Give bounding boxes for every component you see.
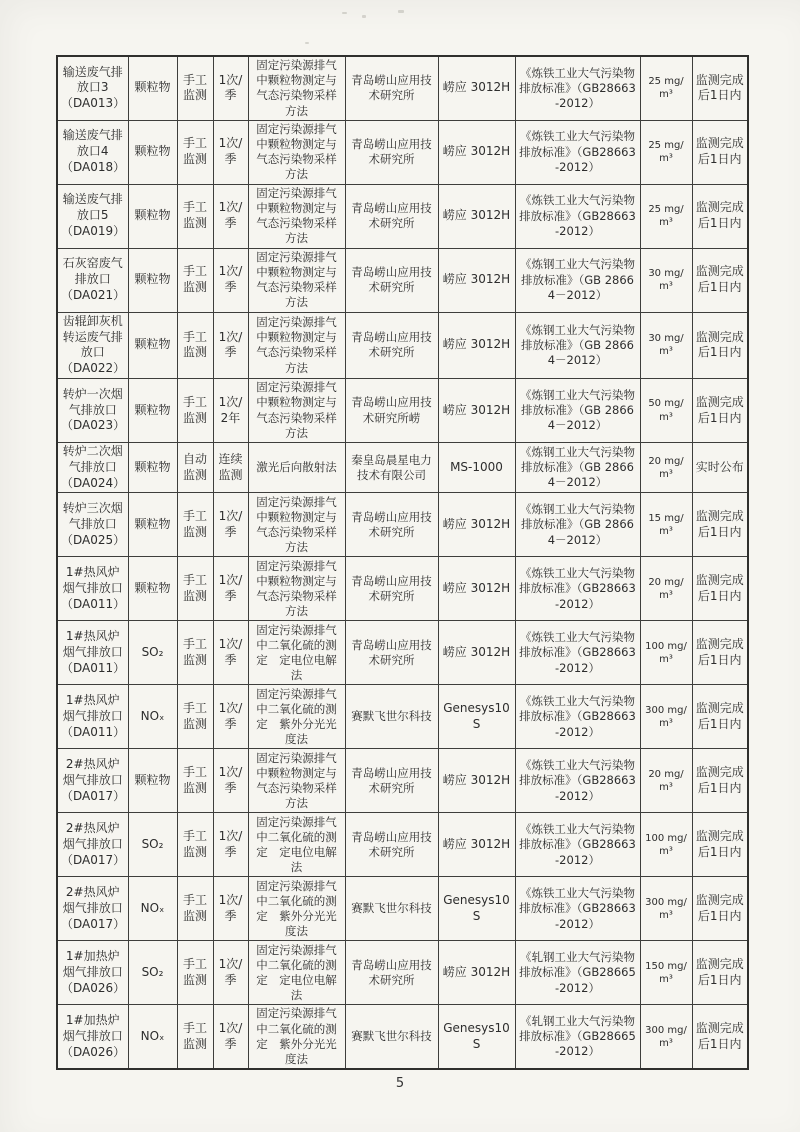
cell-instrument: 崂应 3012H — [438, 379, 515, 443]
cell-pollutant: 颗粒物 — [128, 248, 177, 312]
cell-publication: 实时公布 — [692, 443, 748, 493]
cell-frequency: 1次/2年 — [213, 379, 248, 443]
cell-frequency: 1次/季 — [213, 184, 248, 248]
page-number: 5 — [395, 1076, 405, 1091]
cell-limit: 150 mg/m³ — [640, 941, 692, 1005]
cell-frequency: 1次/季 — [213, 248, 248, 312]
cell-outlet — [57, 941, 128, 1005]
cell-outlet — [57, 248, 128, 312]
cell-monitoring-type: 手工监测 — [177, 184, 213, 248]
cell-publication: 监测完成后1日内 — [692, 621, 748, 685]
outlet-code: （DA021） — [61, 288, 126, 303]
table-row — [57, 813, 748, 877]
outlet-name: 2#热风炉烟气排放口 — [62, 885, 123, 916]
cell-pollutant: NOₓ — [128, 1005, 177, 1069]
cell-method: 固定污染源排气中颗粒物测定与气态污染物采样方法 — [248, 312, 345, 378]
cell-publication: 监测完成后1日内 — [692, 56, 748, 120]
cell-pollutant: SO₂ — [128, 621, 177, 685]
cell-pollutant: NOₓ — [128, 877, 177, 941]
cell-publication: 监测完成后1日内 — [692, 941, 748, 1005]
cell-standard: 《炼铁工业大气污染物排放标准》（GB28663-2012） — [515, 877, 640, 941]
cell-instrument: 崂应 3012H — [438, 493, 515, 557]
cell-method: 固定污染源排气中颗粒物测定与气态污染物采样方法 — [248, 248, 345, 312]
cell-method: 固定污染源排气中颗粒物测定与气态污染物采样方法 — [248, 56, 345, 120]
cell-standard: 《炼铁工业大气污染物排放标准》（GB28663-2012） — [515, 120, 640, 184]
cell-outlet — [57, 557, 128, 621]
cell-monitoring-type: 手工监测 — [177, 1005, 213, 1069]
outlet-name: 输送废气排放口5 — [62, 192, 123, 223]
cell-outlet — [57, 1005, 128, 1069]
cell-outlet — [57, 749, 128, 813]
cell-instrument: MS-1000 — [438, 443, 515, 493]
cell-standard: 《炼铁工业大气污染物排放标准》（GB28663-2012） — [515, 557, 640, 621]
outlet-code: （DA011） — [61, 596, 126, 611]
cell-limit: 20 mg/m³ — [640, 749, 692, 813]
monitoring-table — [56, 55, 749, 1070]
cell-publication: 监测完成后1日内 — [692, 557, 748, 621]
outlet-name: 石灰窑废气排放口 — [62, 256, 123, 287]
table-row — [57, 1005, 748, 1069]
cell-monitoring-type: 手工监测 — [177, 56, 213, 120]
cell-organization: 青岛崂山应用技术研究所 — [345, 813, 438, 877]
scan-artifact — [305, 42, 309, 44]
outlet-name: 1#加热炉烟气排放口 — [62, 1013, 123, 1043]
outlet-code: （DA011） — [61, 660, 126, 675]
cell-frequency: 1次/季 — [213, 685, 248, 749]
cell-publication: 监测完成后1日内 — [692, 749, 748, 813]
outlet-code: （DA023） — [61, 418, 126, 433]
cell-pollutant: 颗粒物 — [128, 312, 177, 378]
cell-standard: 《炼铁工业大气污染物排放标准》（GB28663-2012） — [515, 749, 640, 813]
cell-method: 固定污染源排气中颗粒物测定与气态污染物采样方法 — [248, 749, 345, 813]
table-row — [57, 877, 748, 941]
cell-method: 固定污染源排气中颗粒物测定与气态污染物采样方法 — [248, 120, 345, 184]
cell-organization: 青岛崂山应用技术研究所崂 — [345, 379, 438, 443]
cell-frequency: 1次/季 — [213, 621, 248, 685]
scan-artifact — [398, 10, 404, 13]
cell-instrument: 崂应 3012H — [438, 749, 515, 813]
cell-method: 固定污染源排气中二氧化硫的测定 定电位电解法 — [248, 941, 345, 1005]
cell-publication: 监测完成后1日内 — [692, 1005, 748, 1069]
outlet-name: 转炉二次烟气排放口 — [62, 444, 123, 474]
cell-standard: 《炼钢工业大气污染物排放标准》（GB 28664－2012） — [515, 443, 640, 493]
cell-monitoring-type: 手工监测 — [177, 621, 213, 685]
cell-instrument: 崂应 3012H — [438, 184, 515, 248]
cell-limit: 300 mg/m³ — [640, 877, 692, 941]
outlet-name: 齿辊卸灰机转运废气排放口 — [62, 313, 123, 360]
cell-monitoring-type: 手工监测 — [177, 312, 213, 378]
table-row — [57, 379, 748, 443]
cell-pollutant: 颗粒物 — [128, 749, 177, 813]
cell-instrument: Genesys10S — [438, 877, 515, 941]
cell-frequency: 1次/季 — [213, 941, 248, 1005]
cell-organization: 青岛崂山应用技术研究所 — [345, 493, 438, 557]
cell-pollutant: 颗粒物 — [128, 557, 177, 621]
cell-monitoring-type: 手工监测 — [177, 813, 213, 877]
cell-outlet — [57, 443, 128, 493]
cell-standard: 《炼铁工业大气污染物排放标准》（GB28663-2012） — [515, 56, 640, 120]
cell-limit: 15 mg/m³ — [640, 493, 692, 557]
cell-standard: 《炼钢工业大气污染物排放标准》（GB 28664－2012） — [515, 493, 640, 557]
cell-monitoring-type: 手工监测 — [177, 877, 213, 941]
outlet-code: （DA011） — [61, 724, 126, 739]
table-row — [57, 557, 748, 621]
cell-organization: 青岛崂山应用技术研究所 — [345, 56, 438, 120]
cell-limit: 300 mg/m³ — [640, 1005, 692, 1069]
cell-frequency: 1次/季 — [213, 1005, 248, 1069]
cell-limit: 30 mg/m³ — [640, 312, 692, 378]
cell-instrument: 崂应 3012H — [438, 120, 515, 184]
outlet-name: 1#加热炉烟气排放口 — [62, 949, 123, 980]
cell-frequency: 1次/季 — [213, 120, 248, 184]
outlet-name: 1#热风炉烟气排放口 — [62, 629, 123, 660]
cell-method: 固定污染源排气中颗粒物测定与气态污染物采样方法 — [248, 557, 345, 621]
cell-pollutant: SO₂ — [128, 941, 177, 1005]
cell-standard: 《炼铁工业大气污染物排放标准》（GB28663-2012） — [515, 184, 640, 248]
cell-pollutant: 颗粒物 — [128, 184, 177, 248]
cell-standard: 《炼钢工业大气污染物排放标准》（GB 28664－2012） — [515, 248, 640, 312]
cell-pollutant: 颗粒物 — [128, 493, 177, 557]
cell-method: 固定污染源排气中二氧化硫的测定 紫外分光光度法 — [248, 877, 345, 941]
outlet-name: 1#热风炉烟气排放口 — [62, 693, 123, 724]
cell-method: 固定污染源排气中颗粒物测定与气态污染物采样方法 — [248, 184, 345, 248]
cell-organization: 赛默飞世尔科技 — [345, 1005, 438, 1069]
cell-monitoring-type: 手工监测 — [177, 379, 213, 443]
outlet-name: 转炉一次烟气排放口 — [62, 386, 123, 417]
table-row — [57, 120, 748, 184]
cell-outlet — [57, 379, 128, 443]
outlet-code: （DA017） — [61, 788, 126, 803]
cell-limit: 50 mg/m³ — [640, 379, 692, 443]
outlet-code: （DA019） — [61, 224, 126, 239]
cell-limit: 25 mg/m³ — [640, 120, 692, 184]
cell-limit: 20 mg/m³ — [640, 443, 692, 493]
cell-method: 固定污染源排气中颗粒物测定与气态污染物采样方法 — [248, 493, 345, 557]
cell-instrument: Genesys10S — [438, 1005, 515, 1069]
cell-frequency: 1次/季 — [213, 56, 248, 120]
cell-publication: 监测完成后1日内 — [692, 312, 748, 378]
cell-publication: 监测完成后1日内 — [692, 493, 748, 557]
cell-monitoring-type: 手工监测 — [177, 493, 213, 557]
cell-frequency: 1次/季 — [213, 813, 248, 877]
table-row — [57, 56, 748, 120]
cell-organization: 秦皇岛晨星电力技术有限公司 — [345, 443, 438, 493]
cell-limit: 300 mg/m³ — [640, 685, 692, 749]
cell-outlet — [57, 877, 128, 941]
cell-organization: 赛默飞世尔科技 — [345, 685, 438, 749]
cell-frequency: 1次/季 — [213, 749, 248, 813]
cell-outlet — [57, 493, 128, 557]
cell-outlet — [57, 685, 128, 749]
outlet-name: 2#热风炉烟气排放口 — [62, 821, 123, 852]
cell-method: 固定污染源排气中二氧化硫的测定 紫外分光光度法 — [248, 1005, 345, 1069]
cell-limit: 100 mg/m³ — [640, 813, 692, 877]
cell-organization: 青岛崂山应用技术研究所 — [345, 941, 438, 1005]
cell-organization: 青岛崂山应用技术研究所 — [345, 621, 438, 685]
cell-method: 固定污染源排气中二氧化硫的测定 紫外分光光度法 — [248, 685, 345, 749]
cell-pollutant: NOₓ — [128, 685, 177, 749]
cell-instrument: 崂应 3012H — [438, 312, 515, 378]
cell-pollutant: 颗粒物 — [128, 379, 177, 443]
cell-frequency: 1次/季 — [213, 493, 248, 557]
outlet-name: 转炉三次烟气排放口 — [62, 501, 123, 532]
cell-outlet — [57, 56, 128, 120]
cell-method: 固定污染源排气中二氧化硫的测定 定电位电解法 — [248, 813, 345, 877]
cell-instrument: 崂应 3012H — [438, 941, 515, 1005]
cell-monitoring-type: 手工监测 — [177, 749, 213, 813]
cell-publication: 监测完成后1日内 — [692, 248, 748, 312]
cell-standard: 《轧钢工业大气污染物排放标准》（GB28665-2012） — [515, 941, 640, 1005]
cell-method: 固定污染源排气中二氧化硫的测定 定电位电解法 — [248, 621, 345, 685]
table-row — [57, 749, 748, 813]
cell-publication: 监测完成后1日内 — [692, 184, 748, 248]
cell-standard: 《炼铁工业大气污染物排放标准》（GB28663-2012） — [515, 685, 640, 749]
cell-standard: 《炼钢工业大气污染物排放标准》（GB 28664－2012） — [515, 312, 640, 378]
cell-frequency: 连续监测 — [213, 443, 248, 493]
outlet-name: 2#热风炉烟气排放口 — [62, 757, 123, 788]
cell-outlet — [57, 312, 128, 378]
cell-pollutant: SO₂ — [128, 813, 177, 877]
outlet-code: （DA026） — [61, 980, 126, 995]
cell-organization: 青岛崂山应用技术研究所 — [345, 184, 438, 248]
outlet-code: （DA025） — [61, 532, 126, 547]
cell-frequency: 1次/季 — [213, 557, 248, 621]
table-row — [57, 941, 748, 1005]
cell-outlet — [57, 120, 128, 184]
cell-method: 固定污染源排气中颗粒物测定与气态污染物采样方法 — [248, 379, 345, 443]
cell-organization: 青岛崂山应用技术研究所 — [345, 120, 438, 184]
outlet-name: 输送废气排放口4 — [62, 128, 123, 159]
cell-limit: 25 mg/m³ — [640, 184, 692, 248]
cell-publication: 监测完成后1日内 — [692, 813, 748, 877]
table-row — [57, 621, 748, 685]
cell-pollutant: 颗粒物 — [128, 443, 177, 493]
cell-organization: 青岛崂山应用技术研究所 — [345, 557, 438, 621]
table-row — [57, 493, 748, 557]
cell-publication: 监测完成后1日内 — [692, 379, 748, 443]
table-row — [57, 184, 748, 248]
cell-standard: 《炼铁工业大气污染物排放标准》（GB28663-2012） — [515, 621, 640, 685]
cell-instrument: Genesys10S — [438, 685, 515, 749]
cell-pollutant: 颗粒物 — [128, 56, 177, 120]
cell-organization: 青岛崂山应用技术研究所 — [345, 749, 438, 813]
cell-outlet — [57, 813, 128, 877]
outlet-code: （DA024） — [61, 475, 126, 490]
cell-organization: 青岛崂山应用技术研究所 — [345, 312, 438, 378]
outlet-name: 1#热风炉烟气排放口 — [62, 565, 123, 596]
table-row — [57, 248, 748, 312]
cell-monitoring-type: 手工监测 — [177, 557, 213, 621]
table-row — [57, 443, 748, 493]
cell-standard: 《轧钢工业大气污染物排放标准》（GB28665-2012） — [515, 1005, 640, 1069]
scan-artifact — [362, 15, 366, 18]
cell-limit: 100 mg/m³ — [640, 621, 692, 685]
cell-instrument: 崂应 3012H — [438, 56, 515, 120]
outlet-name: 输送废气排放口3 — [62, 64, 123, 95]
cell-publication: 监测完成后1日内 — [692, 685, 748, 749]
outlet-code: （DA026） — [61, 1044, 126, 1059]
cell-limit: 25 mg/m³ — [640, 56, 692, 120]
cell-instrument: 崂应 3012H — [438, 813, 515, 877]
scan-artifact — [342, 12, 347, 14]
cell-limit: 30 mg/m³ — [640, 248, 692, 312]
cell-standard: 《炼钢工业大气污染物排放标准》（GB 28664－2012） — [515, 379, 640, 443]
cell-method: 激光后向散射法 — [248, 443, 345, 493]
cell-pollutant: 颗粒物 — [128, 120, 177, 184]
cell-instrument: 崂应 3012H — [438, 621, 515, 685]
cell-limit: 20 mg/m³ — [640, 557, 692, 621]
outlet-code: （DA017） — [61, 916, 126, 931]
cell-organization: 青岛崂山应用技术研究所 — [345, 248, 438, 312]
cell-frequency: 1次/季 — [213, 312, 248, 378]
cell-publication: 监测完成后1日内 — [692, 877, 748, 941]
cell-monitoring-type: 自动监测 — [177, 443, 213, 493]
outlet-code: （DA018） — [61, 160, 126, 175]
cell-monitoring-type: 手工监测 — [177, 120, 213, 184]
cell-outlet — [57, 184, 128, 248]
table-row — [57, 685, 748, 749]
cell-instrument: 崂应 3012H — [438, 557, 515, 621]
outlet-code: （DA022） — [61, 361, 126, 376]
cell-instrument: 崂应 3012H — [438, 248, 515, 312]
outlet-code: （DA013） — [61, 96, 126, 111]
cell-standard: 《炼铁工业大气污染物排放标准》（GB28663-2012） — [515, 813, 640, 877]
cell-organization: 赛默飞世尔科技 — [345, 877, 438, 941]
cell-monitoring-type: 手工监测 — [177, 685, 213, 749]
cell-frequency: 1次/季 — [213, 877, 248, 941]
cell-monitoring-type: 手工监测 — [177, 248, 213, 312]
cell-monitoring-type: 手工监测 — [177, 941, 213, 1005]
table-row — [57, 312, 748, 378]
outlet-code: （DA017） — [61, 852, 126, 867]
cell-outlet — [57, 621, 128, 685]
cell-publication: 监测完成后1日内 — [692, 120, 748, 184]
